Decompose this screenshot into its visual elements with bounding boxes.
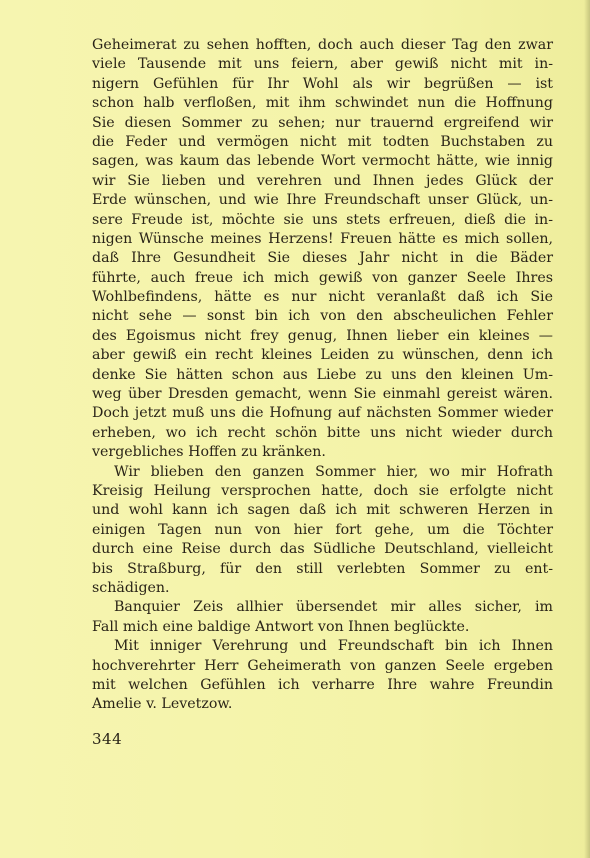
text-line: hochverehrter Herr Geheimerath von ganzen Seele ergeben xyxy=(92,657,553,674)
text-line: führte, auch freue ich mich gewiß von ganzer Seele Ihres xyxy=(92,269,553,286)
text-line: erheben, wo ich recht schön bitte uns nicht wieder durch xyxy=(92,424,553,441)
letter-body xyxy=(92,36,553,715)
text-line: aber gewiß ein recht kleines Leiden zu wünschen, denn ich xyxy=(92,347,553,364)
text-line: durch eine Reise durch das Südliche Deutschland, vielleicht xyxy=(92,541,553,558)
text-line: nicht sehe — sonst bin ich von den abscheulichen Fehler xyxy=(92,308,553,325)
text-line: Banquier Zeis allhier übersendet mir alles sicher, im xyxy=(114,599,553,616)
text-line: schädigen. xyxy=(92,579,170,596)
text-line: wir Sie lieben und verehren und Ihnen jedes Glück der xyxy=(92,172,553,189)
text-line: denke Sie hätten schon aus Liebe zu uns den kleinen Um- xyxy=(92,366,553,383)
text-line: weg über Dresden gemacht, wenn Sie einmahl gereist wären. xyxy=(92,386,553,403)
text-line: sagen, was kaum das lebende Wort vermocht hätte, wie innig xyxy=(92,153,553,170)
text-line: Wohlbefindens, hätte es nur nicht veranlaßt daß ich Sie xyxy=(92,289,553,306)
text-line: bis Straßburg, für den still verlebten Sommer zu ent- xyxy=(92,560,553,577)
page-edge-shadow xyxy=(584,0,590,858)
text-line: Wir blieben den ganzen Sommer hier, wo mir Hofrath xyxy=(114,463,553,480)
text-line: vergebliches Hoffen zu kränken. xyxy=(92,444,326,461)
text-line: Mit inniger Verehrung und Freundschaft bin ich Ihnen xyxy=(114,638,553,655)
text-line: mit welchen Gefühlen ich verharre Ihre wahre Freundin xyxy=(92,676,553,693)
page-number: 344 xyxy=(92,730,123,748)
text-line: sere Freude ist, möchte sie uns stets erfreuen, dieß die in- xyxy=(92,211,553,228)
text-line: schon halb verfloßen, mit ihm schwindet nun die Hoffnung xyxy=(92,95,553,112)
text-line: Amelie v. Levetzow. xyxy=(92,696,233,713)
text-line: nigen Wünsche meines Herzens! Freuen hätte es mich sollen, xyxy=(92,230,553,247)
text-line: des Egoismus nicht frey genug, Ihnen lieber ein kleines — xyxy=(92,327,553,344)
text-line: einigen Tagen nun von hier fort gehe, um die Töchter xyxy=(92,521,553,538)
text-line: Erde wünschen, und wie Ihre Freundschaft unser Glück, un- xyxy=(92,192,553,209)
text-line: Geheimerat zu sehen hofften, doch auch dieser Tag den zwar xyxy=(92,37,553,53)
text-line: die Feder und vermögen nicht mit todten Buchstaben zu xyxy=(92,133,553,150)
text-line: und wohl kann ich sagen daß ich mit schweren Herzen in xyxy=(92,502,553,519)
text-line: viele Tausende mit uns feiern, aber gewiß nicht mit in- xyxy=(92,56,553,73)
text-line: nigern Gefühlen für Ihr Wohl als wir begrüßen — ist xyxy=(92,75,553,92)
text-line: Kreisig Heilung versprochen hatte, doch sie erfolgte nicht xyxy=(92,482,553,499)
text-line: Doch jetzt muß uns die Hofnung auf nächsten Sommer wieder xyxy=(92,405,553,422)
text-line: Fall mich eine baldige Antwort von Ihnen beglückte. xyxy=(92,618,470,635)
text-line: daß Ihre Gesundheit Sie dieses Jahr nicht in die Bäder xyxy=(92,250,553,267)
text-line: Sie diesen Sommer zu sehen; nur trauernd ergreifend wir xyxy=(92,114,553,131)
